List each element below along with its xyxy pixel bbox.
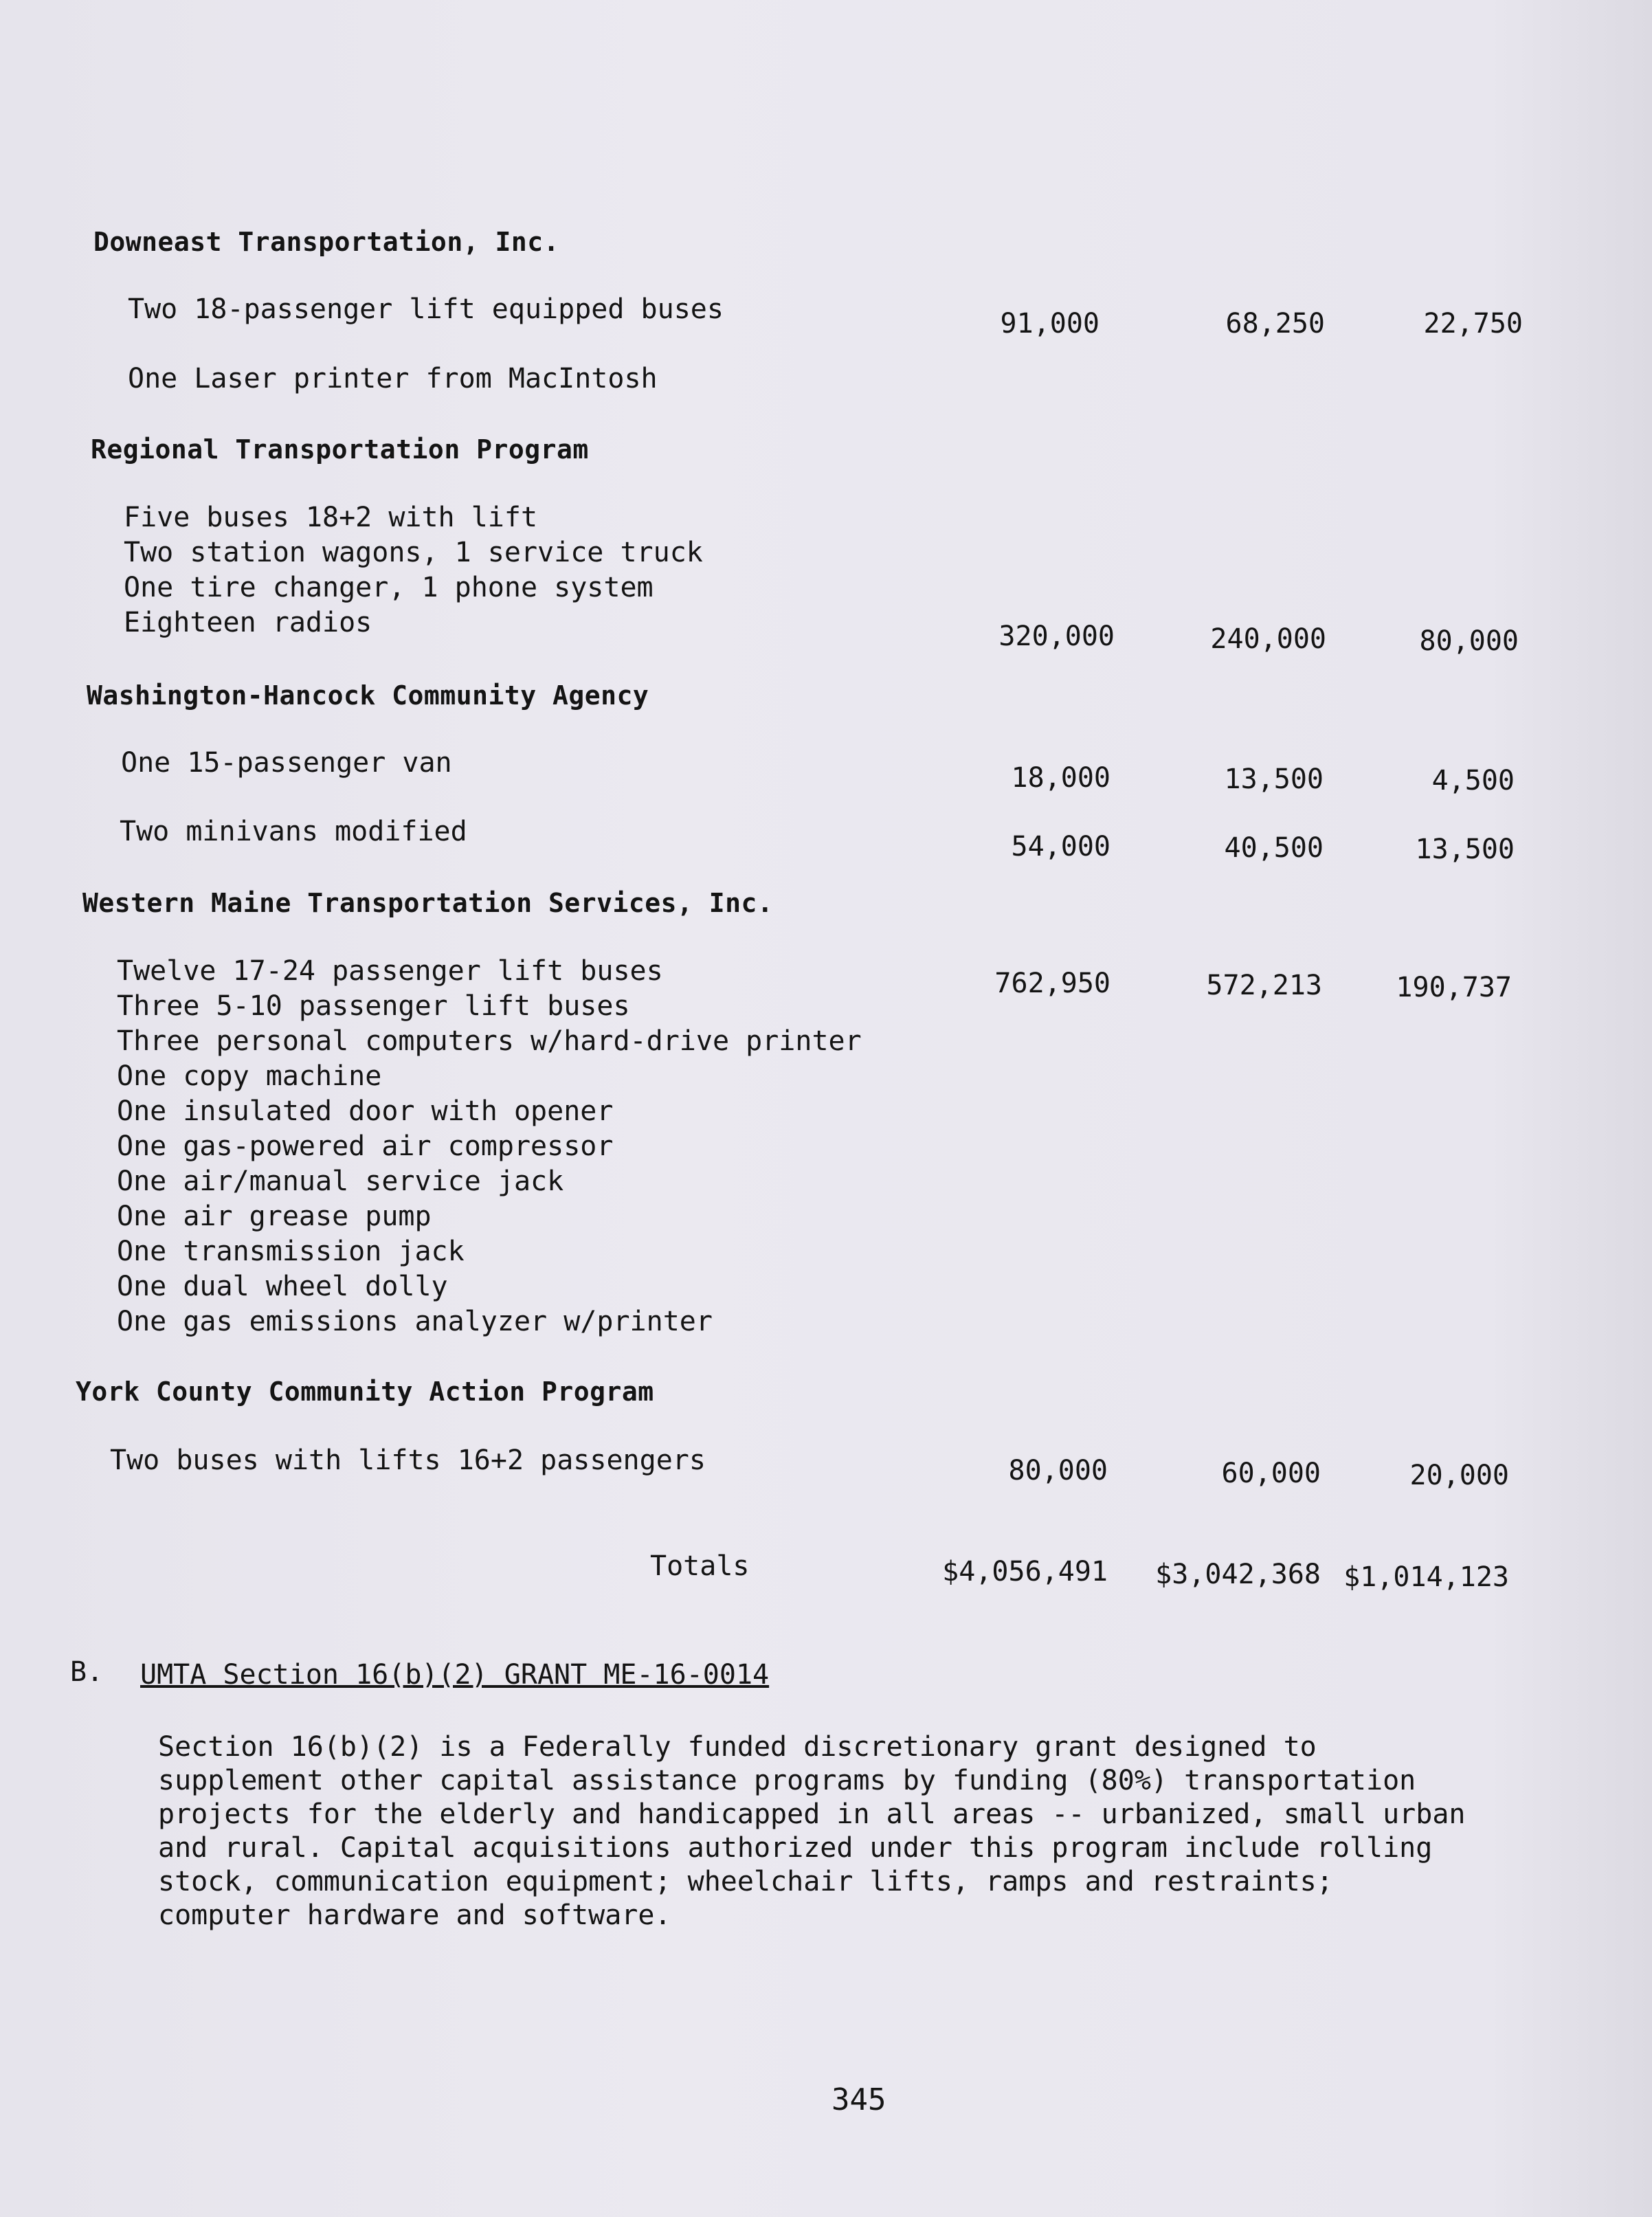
item-description: [124, 500, 703, 640]
local-amount: 80,000: [1419, 625, 1519, 657]
page-number: 345: [831, 2082, 886, 2117]
total-amount: 762,950: [994, 968, 1110, 999]
item-line: One gas-powered air compressor: [117, 1130, 614, 1162]
agency-heading: Downeast Transportation, Inc.: [93, 227, 559, 257]
grand-local-amount: $1,014,123: [1343, 1561, 1509, 1593]
paragraph-line: supplement other capital assistance programs by funding (80%) transportation: [158, 1765, 1416, 1796]
total-amount: 54,000: [1011, 831, 1110, 862]
paragraph-line: projects for the elderly and handicapped in all areas -- urbanized, small urban: [158, 1798, 1466, 1830]
local-amount: 20,000: [1409, 1460, 1509, 1491]
federal-amount: 68,250: [1225, 308, 1325, 339]
item-line: One gas emissions analyzer w/printer: [117, 1306, 713, 1337]
federal-amount: 572,213: [1206, 970, 1322, 1001]
grand-federal-amount: $3,042,368: [1155, 1559, 1321, 1590]
total-amount: 320,000: [998, 621, 1115, 652]
grand-total-amount: $4,056,491: [942, 1556, 1108, 1587]
item-line: One insulated door with opener: [117, 1095, 614, 1127]
item-line: One copy machine: [117, 1060, 382, 1092]
federal-amount: 60,000: [1221, 1458, 1321, 1489]
item-line: One transmission jack: [117, 1236, 465, 1267]
item-line: Two minivans modified: [120, 816, 467, 847]
item-line: Two 18-passenger lift equipped buses: [128, 293, 724, 325]
item-line: Three personal computers w/hard-drive printer: [117, 1025, 862, 1057]
federal-amount: 240,000: [1210, 623, 1326, 655]
section-label: B.: [70, 1656, 104, 1688]
agency-heading: Regional Transportation Program: [91, 434, 589, 465]
paragraph-line: computer hardware and software.: [158, 1900, 671, 1931]
local-amount: 4,500: [1431, 765, 1515, 796]
paragraph-line: stock, communication equipment; wheelchair lifts, ramps and restraints;: [158, 1866, 1333, 1897]
item-line: Twelve 17-24 passenger lift buses: [117, 955, 663, 987]
federal-amount: 13,500: [1224, 764, 1324, 795]
item-line: One air grease pump: [117, 1201, 432, 1232]
item-line: One Laser printer from MacIntosh: [128, 363, 658, 394]
item-description: [121, 746, 452, 781]
federal-amount: 40,500: [1224, 832, 1324, 864]
item-line: Five buses 18+2 with lift: [124, 502, 538, 533]
local-amount: 190,737: [1396, 972, 1512, 1003]
paragraph-line: and rural. Capital acquisitions authorized under this program include rolling: [158, 1832, 1433, 1864]
total-amount: 18,000: [1011, 762, 1110, 794]
agency-heading: York County Community Action Program: [76, 1377, 654, 1407]
local-amount: 22,750: [1423, 308, 1523, 339]
totals-label: Totals: [650, 1550, 750, 1582]
item-line: Two buses with lifts 16+2 passengers: [110, 1445, 706, 1476]
agency-heading: Western Maine Transportation Services, Inc.: [82, 888, 774, 918]
item-line: One tire changer, 1 phone system: [124, 572, 654, 603]
item-line: One dual wheel dolly: [117, 1271, 448, 1302]
item-line: One 15-passenger van: [121, 747, 452, 779]
item-line: One air/manual service jack: [117, 1166, 564, 1197]
item-description: [110, 1443, 706, 1478]
item-description: [117, 954, 862, 1339]
item-line: Eighteen radios: [124, 607, 372, 638]
item-description: [128, 361, 658, 397]
total-amount: 80,000: [1008, 1455, 1108, 1486]
local-amount: 13,500: [1415, 834, 1515, 865]
item-description: [128, 292, 724, 327]
item-description: [120, 814, 467, 849]
section-paragraph: [158, 1730, 1532, 1932]
item-line: Two station wagons, 1 service truck: [124, 537, 703, 568]
paragraph-line: Section 16(b)(2) is a Federally funded discretionary grant designed to: [158, 1731, 1317, 1763]
agency-heading: Washington-Hancock Community Agency: [87, 680, 649, 711]
total-amount: 91,000: [1000, 308, 1100, 339]
item-line: Three 5-10 passenger lift buses: [117, 990, 630, 1022]
section-title: UMTA Section 16(b)(2) GRANT ME-16-0014: [140, 1659, 770, 1691]
